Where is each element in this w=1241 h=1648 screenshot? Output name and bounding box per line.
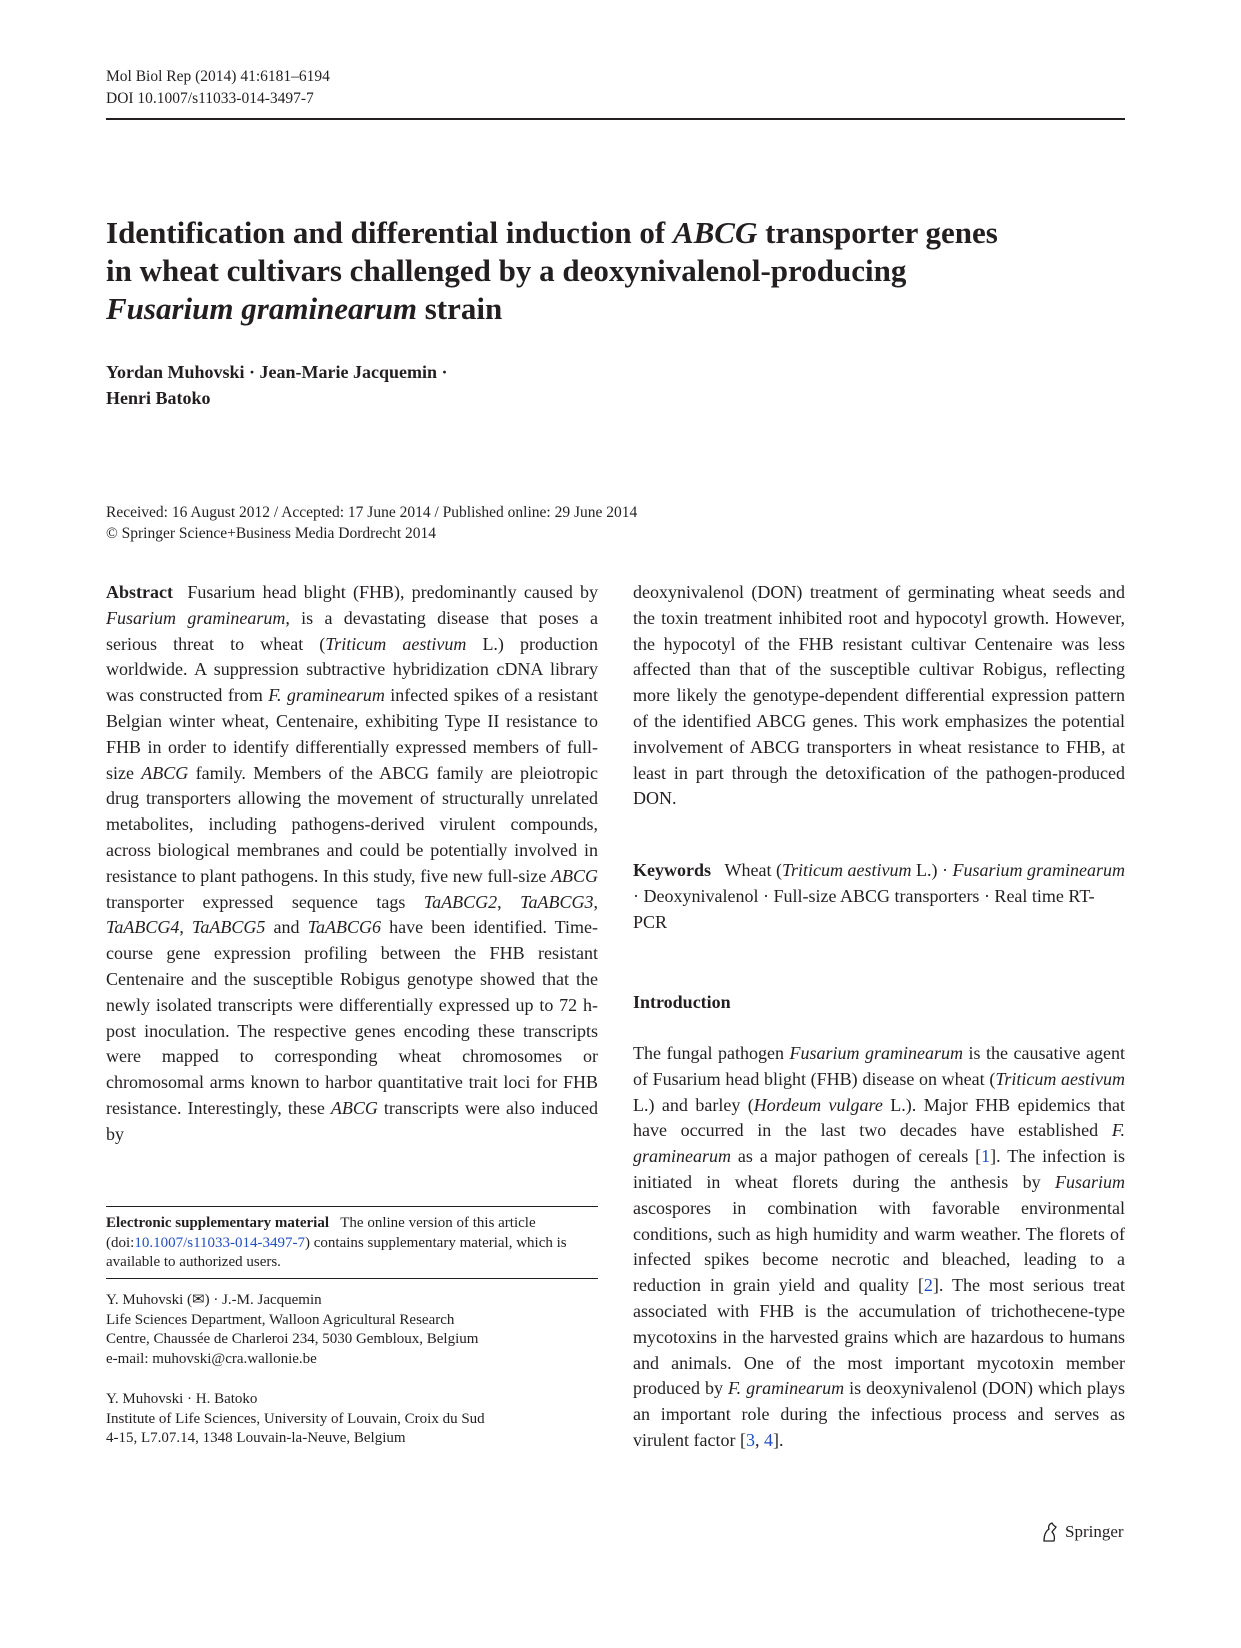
publisher-footer bbox=[1040, 1521, 1124, 1543]
doi-line: DOI 10.1007/s11033-014-3497-7 bbox=[106, 90, 314, 107]
journal-citation: Mol Biol Rep (2014) 41:6181–6194 bbox=[106, 68, 330, 85]
received-dates: Received: 16 August 2012 / Accepted: 17 June 2014 / Published online: 29 June 2014 bbox=[106, 504, 638, 521]
affiliation-2: Y. Muhovski · H. Batoko Institute of Life Sciences, University of Louvain, Croix du Sud 4-15, L7.07.14, 1348 Louvain-la-Neuve, Belgium bbox=[106, 1391, 485, 1446]
header-rule bbox=[106, 118, 1125, 120]
abstract-label: Abstract bbox=[106, 582, 173, 602]
reference-link[interactable]: 4 bbox=[763, 1429, 773, 1450]
introduction-paragraph: The fungal pathogen Fusarium graminearum is the causative agent of Fusarium head blight (FHB) disease on wheat (Triticum aestivum L.) and barley (Hordeum vulgare L.). Major FHB epidemics that have occurred in the last two decades have established F. graminearum as a major pathogen of cereals [1]. The infection is initiated in wheat florets during the anthesis by Fusarium ascospores in combination with favorable environmental conditions, such as high humidity and warm weather. The florets of infected spikes become necrotic and bleached, leading to a reduction in grain yield and quality [2]. The most serious treat associated with FHB is the accumulation of trichothecene-type mycotoxins in the harvested grains which are hazardous to humans and animals. One of the most important mycotoxin member produced by F. graminearum is deoxynivalenol (DON) which plays an important role during the infectious process and serves as virulent factor [3, 4]. bbox=[633, 1043, 1125, 1450]
paper-title: Identification and differential induction of ABCG transporter genes in wheat cultivars challenged by a deoxynivalenol-producing Fusarium graminearum strain bbox=[106, 215, 998, 326]
envelope-icon: ✉ bbox=[192, 1292, 205, 1308]
affiliation-1: Y. Muhovski (✉) · J.-M. Jacquemin Life Sciences Department, Walloon Agricultural Research Centre, Chaussée de Charleroi 234, 5030 Gembloux, Belgium e-mail: muhovski@cra.wallonie.be bbox=[106, 1291, 598, 1369]
reference-link[interactable]: 2 bbox=[923, 1275, 933, 1296]
publication-dates bbox=[106, 502, 637, 544]
doi-link[interactable]: 10.1007/s11033-014-3497-7 bbox=[134, 1234, 306, 1251]
author-email: e-mail: muhovski@cra.wallonie.be bbox=[106, 1350, 317, 1367]
abstract-paragraph: Abstract Fusarium head blight (FHB), predominantly caused by Fusarium graminearum, is a devastating disease that poses a serious threat to wheat (Triticum aestivum L.) production worldwide. A suppression subtractive hybridization cDNA library was constructed from F. graminearum infected spikes of a resistant Belgian winter wheat, Centenaire, exhibiting Type II resistance to FHB in order to identify differentially expressed members of full-size ABCG family. Members of the ABCG family are pleiotropic drug transporters allowing the movement of structurally unrelated metabolites, including pathogens-derived virulent compounds, across biological membranes and could be potentially involved in resistance to plant pathogens. In this study, five new full-size ABCG transporter expressed sequence tags TaABCG2, TaABCG3, TaABCG4, TaABCG5 and TaABCG6 have been identified. Time-course gene expression profiling between the FHB resistant Centenaire and the susceptible Robigus genotype showed that the newly isolated transcripts were differentially expressed up to 72 h-post inoculation. The respective genes encoding these transcripts were mapped to corresponding wheat chromosomes or chromosomal arms known to harbor quantitative trait loci for FHB resistance. Interestingly, these ABCG transcripts were also induced by bbox=[106, 582, 599, 1144]
footnote-rule bbox=[106, 1206, 598, 1207]
reference-link[interactable]: 3 bbox=[745, 1429, 755, 1450]
author-list bbox=[106, 359, 448, 411]
affiliation-rule bbox=[106, 1278, 598, 1279]
keywords-label: Keywords bbox=[633, 860, 711, 880]
authors-line-2: Henri Batoko bbox=[106, 388, 211, 408]
springer-horse-icon bbox=[1040, 1521, 1060, 1543]
reference-link[interactable]: 1 bbox=[981, 1146, 991, 1167]
abstract-continuation: deoxynivalenol (DON) treatment of germinating wheat seeds and the toxin treatment inhibited root and hypocotyl growth. However, the hypocotyl of the FHB resistant cultivar Centenaire was less affected than that of the susceptible cultivar Robigus, reflecting more likely the genotype-dependent differential expression pattern of the identified ABCG genes. This work emphasizes the potential involvement of ABCG transporters in wheat resistance to FHB, at least in part through the detoxification of the pathogen-produced DON. bbox=[633, 582, 1125, 809]
esm-label: Electronic supplementary material bbox=[106, 1215, 330, 1231]
supplementary-note: Electronic supplementary material The online version of this article (doi:10.1007/s11033-014-3497-7) contains supplementary material, which is available to authorized users. bbox=[106, 1215, 567, 1270]
journal-header bbox=[106, 66, 330, 110]
keywords: Keywords Wheat (Triticum aestivum L.) · Fusarium graminearum · Deoxynivalenol · Full-size ABCG transporters · Real time RT-PCR bbox=[633, 860, 1125, 932]
publisher-name: Springer bbox=[1065, 1522, 1124, 1541]
authors-line-1: Yordan Muhovski · Jean-Marie Jacquemin · bbox=[106, 362, 448, 382]
introduction-heading: Introduction bbox=[633, 992, 731, 1012]
copyright-line: © Springer Science+Business Media Dordrecht 2014 bbox=[106, 525, 437, 542]
